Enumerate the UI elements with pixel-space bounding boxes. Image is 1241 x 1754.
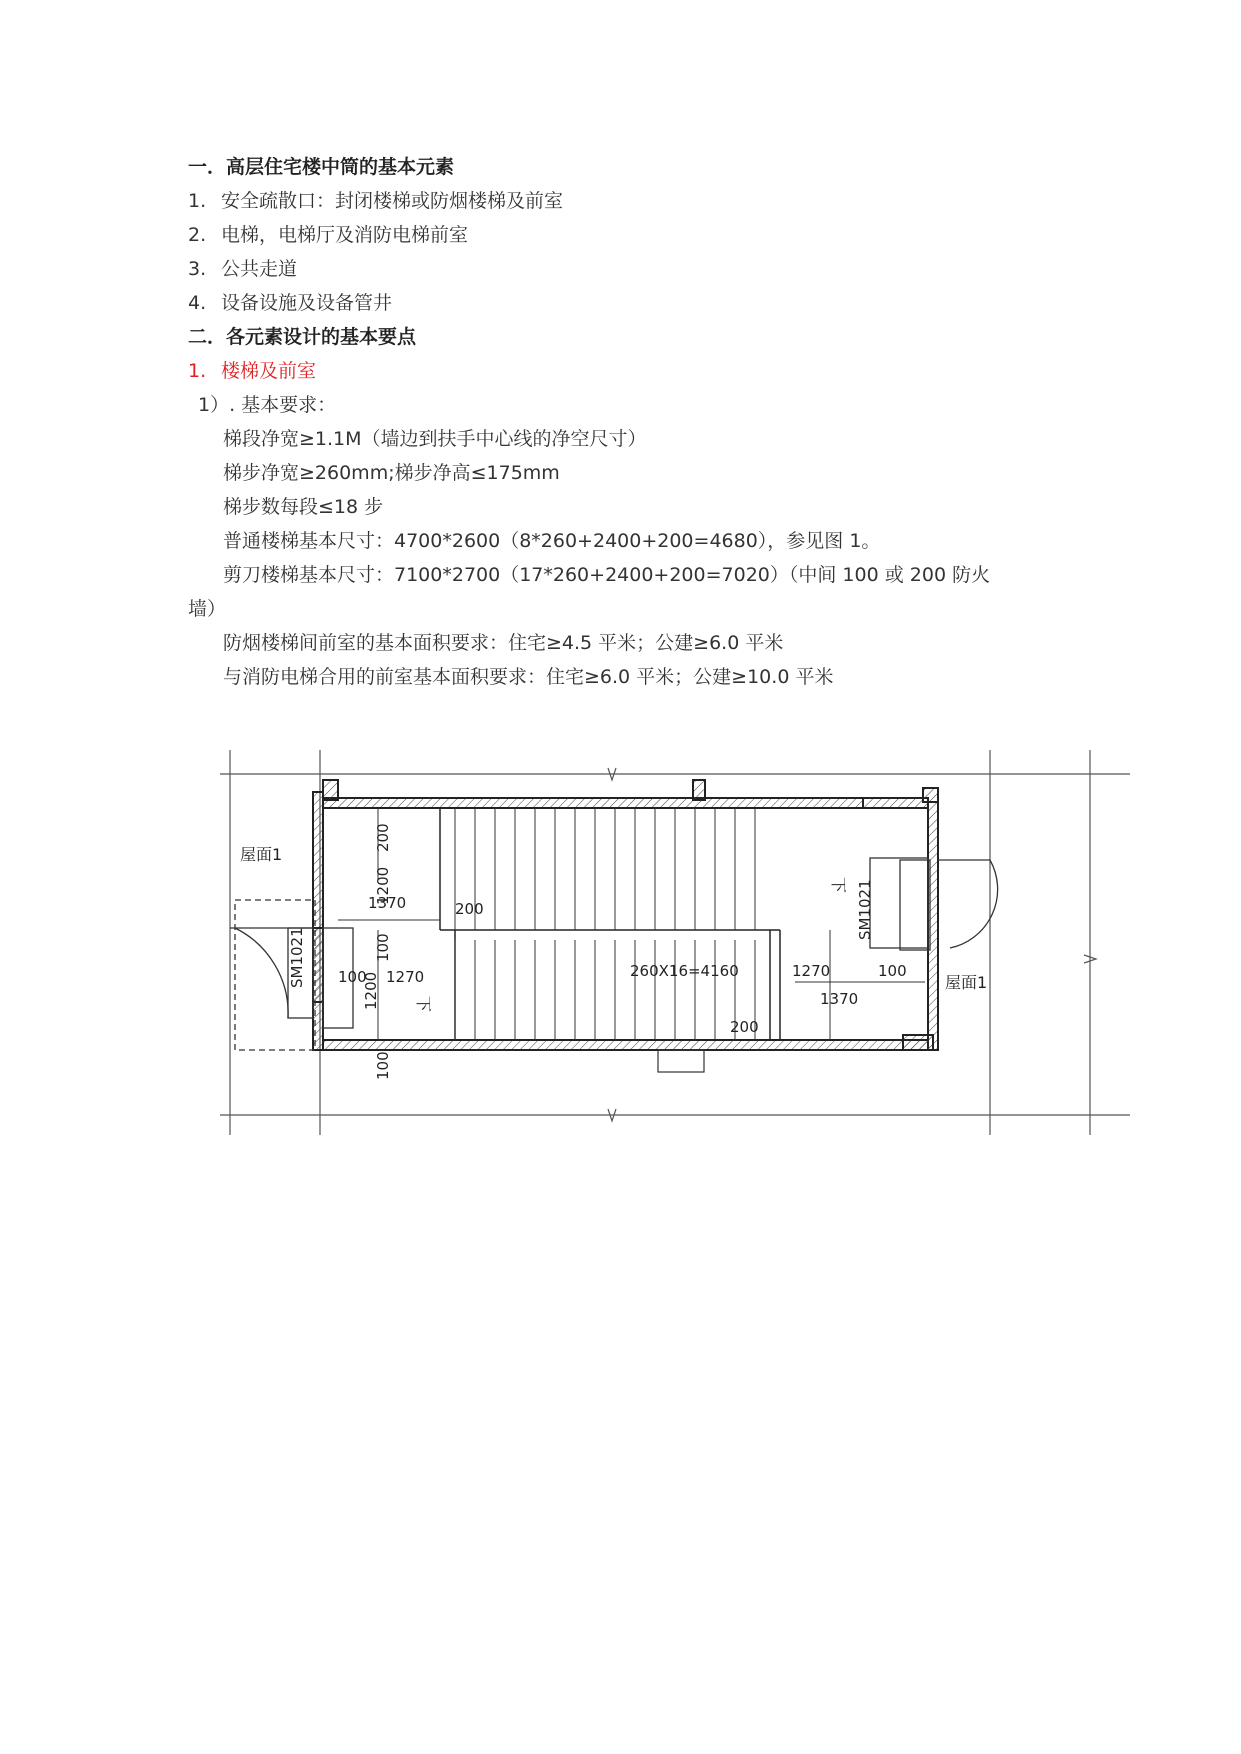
stair-treads xyxy=(455,808,755,1040)
door-code-left: SM1021 xyxy=(288,927,306,988)
dim-200-mid: 200 xyxy=(455,900,484,918)
requirement-line: 防烟楼梯间前室的基本面积要求：住宅≥4.5 平米；公建≥6.0 平米 xyxy=(223,632,784,654)
basic-requirements-label: 1）. 基本要求： xyxy=(198,394,337,416)
list-item: 1. 安全疏散口：封闭楼梯或防烟楼梯及前室 xyxy=(188,190,564,212)
dim-1370-right: 1370 xyxy=(820,990,859,1008)
dim-1370-left: 1370 xyxy=(368,894,407,912)
section-2-title: 二．各元素设计的基本要点 xyxy=(188,326,417,348)
roof-label-left: 屋面1 xyxy=(240,845,283,864)
stair-plan-figure xyxy=(210,740,1140,1140)
dim-1200-top: 1200 xyxy=(374,866,392,905)
dim-200-top: 200 xyxy=(374,823,392,852)
dim-1200-bot: 1200 xyxy=(362,971,380,1010)
section-1-title: 一．高层住宅楼中筒的基本元素 xyxy=(188,156,455,178)
down-label-right: 下 xyxy=(829,877,848,894)
requirement-line: 梯步数每段≤18 步 xyxy=(223,496,384,518)
down-label-left: 下 xyxy=(414,996,433,1013)
requirement-line: 普通楼梯基本尺寸：4700*2600（8*260+2400+200=4680），参见图 1。 xyxy=(223,530,881,552)
requirement-line: 梯段净宽≥1.1M（墙边到扶手中心线的净空尺寸） xyxy=(223,428,647,450)
list-item: 3. 公共走道 xyxy=(188,258,298,280)
pipe-shaft xyxy=(658,1050,704,1072)
dim-1270-right: 1270 xyxy=(792,962,831,980)
requirement-line: 剪刀楼梯基本尺寸：7100*2700（17*260+2400+200=7020）（中间 100 或 200 防火 xyxy=(223,564,991,586)
dim-1270-left: 1270 xyxy=(386,968,425,986)
requirement-line-continued: 墙） xyxy=(188,598,227,620)
requirement-line: 与消防电梯合用的前室基本面积要求：住宅≥6.0 平米；公建≥10.0 平米 xyxy=(223,666,834,688)
stair-plan-drawing xyxy=(210,740,1140,1140)
dim-200-right: 200 xyxy=(730,1018,759,1036)
dim-treads: 260X16=4160 xyxy=(630,962,739,980)
list-item: 4. 设备设施及设备管井 xyxy=(188,292,393,314)
document-body xyxy=(188,150,1068,694)
dim-100-left: 100 xyxy=(338,968,367,986)
door-code-right: SM1021 xyxy=(856,879,874,940)
dim-100-right: 100 xyxy=(878,962,907,980)
walls xyxy=(313,780,938,1050)
subsection-title: 1. 楼梯及前室 xyxy=(188,360,317,382)
dim-100-bottom: 100 xyxy=(374,1051,392,1080)
dim-100-mid: 100 xyxy=(374,933,392,962)
requirement-line: 梯步净宽≥260mm;梯步净高≤175mm xyxy=(223,462,560,484)
roof-label-right: 屋面1 xyxy=(945,973,988,992)
list-item: 2. 电梯，电梯厅及消防电梯前室 xyxy=(188,224,469,246)
